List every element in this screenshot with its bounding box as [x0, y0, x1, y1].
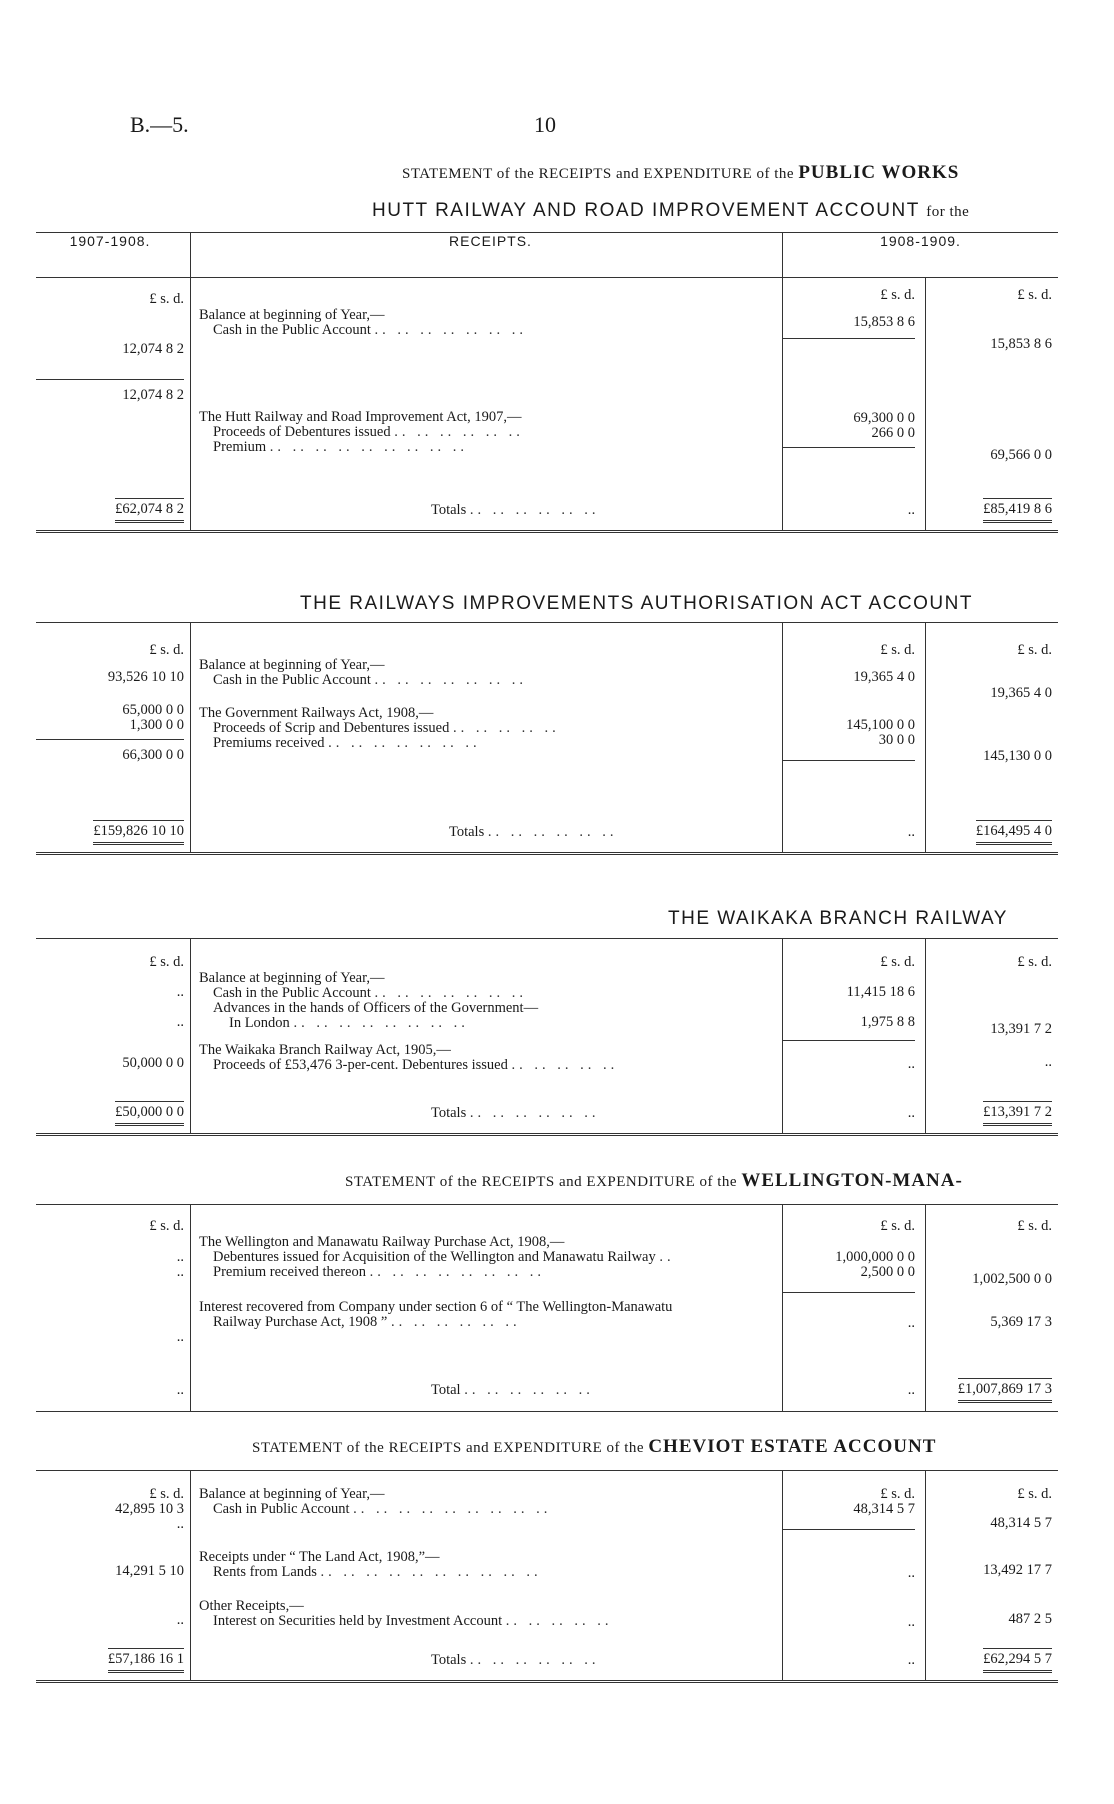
hutt-prev-total: £62,074 8 2 — [115, 498, 184, 523]
wellington-account-table: £ s. d. .. .. .. The Wellington and Manawatu Railway Purchase Act, 1908,— Debentures issued for Acquisition of the Wellington and Manawatu Railway .. Premium received thereon .. .. .. .. .. .. .. .. Interest recovered from Company under section 6 of “ The Wellington-Manawatu Railway Purchase Act, 1908 ” .. .. .. .. .. .. £ s. d. 1,000,000 0 0 2,500 0 0 .. £ s. d. 1,002,500 0 0 5,369 17 3 .. Total .. .. .. .. .. .. .. £1,007,869 17 3 — [36, 1204, 1058, 1412]
statement-heading-cheviot: STATEMENT of the RECEIPTS and EXPENDITURE of the CHEVIOT ESTATE ACCOUNT — [252, 1436, 937, 1457]
statement-heading-wellington: STATEMENT of the RECEIPTS and EXPENDITURE of the WELLINGTON-MANA- — [345, 1170, 963, 1191]
document-reference: B.—5. — [130, 112, 189, 137]
cheviot-prev-total: £57,186 16 1 — [108, 1648, 184, 1673]
hutt-cash-value: 15,853 8 6 — [783, 315, 915, 339]
col-header-receipts: RECEIPTS. — [191, 233, 783, 278]
waikaka-prev-total: £50,000 0 0 — [115, 1101, 184, 1126]
waikaka-account-title: THE WAIKAKA BRANCH RAILWAY — [668, 908, 1008, 929]
hutt-current-total: £85,419 8 6 — [983, 498, 1052, 523]
railways-account-table: £ s. d. 93,526 10 10 65,000 0 0 1,300 0 0 66,300 0 0 Balance at beginning of Year,— Cash in the Public Account .. .. .. .. .. .. .. The Government Railways Act, 1908,— Proceeds of Scrip and Debentures issued .. .. .. .. .. Premiums received .. .. .. .. .. .. .. £ s. d. 19,365 4 0 145,100 0 0 30 0 0 £ s. d. 19,365 4 0 145,130 0 0 £159,826 10 10 Totals .. .. .. .. .. .. .. £164,495 4 0 — [36, 622, 1058, 855]
railways-prev-total: £159,826 10 10 — [93, 820, 184, 845]
cheviot-account-table: £ s. d. 42,895 10 3 .. 14,291 5 10 .. Balance at beginning of Year,— Cash in Public Account .. .. .. .. .. .. .. .. .. Receipts under “ The Land Act, 1908,”— Rents from Lands .. .. .. .. .. .. .. .. .. .. Other Receipts,— Interest on Securities held by Investment Account .. .. .. .. .. £ s. d. 48,314 5 7 .. .. £ s. d. 48,314 5 7 13,492 17 7 487 2 5 £57,186 16 1 Totals .. .. .. .. .. .. .. £62,294 5 7 — [36, 1470, 1058, 1683]
wellington-current-total: £1,007,869 17 3 — [958, 1378, 1052, 1403]
page-number: 10 — [534, 112, 556, 137]
col-header-prev-year: 1907-1908. — [36, 233, 191, 278]
hutt-account-title: HUTT RAILWAY AND ROAD IMPROVEMENT ACCOUNT for the — [372, 200, 970, 221]
railways-current-total: £164,495 4 0 — [976, 820, 1052, 845]
hutt-account-table: 1907-1908. RECEIPTS. 1908-1909. £ s. d. 12,074 8 2 12,074 8 2 Balance at beginning of Year,— Cash in the Public Account .. .. .. .. .. .. .. The Hutt Railway and Road Improvement Act, 1907,— Proceeds of Debentures issued .. .. .. .. .. .. Premium .. .. .. .. .. .. .. .. .. £ s. d. 15,853 8 6 69,300 0 0 266 0 0 £ s. d. 15,853 8 6 69,566 0 0 £62,074 8 2 Totals .. .. .. .. .. .. .. £85,419 8 6 — [36, 232, 1058, 533]
statement-heading-public-works: STATEMENT of the RECEIPTS and EXPENDITURE of the PUBLIC WORKS — [402, 162, 960, 183]
waikaka-current-total: £13,391 7 2 — [983, 1101, 1052, 1126]
railways-account-title: THE RAILWAYS IMPROVEMENTS AUTHORISATION ACT ACCOUNT — [300, 593, 973, 614]
cheviot-current-total: £62,294 5 7 — [983, 1648, 1052, 1673]
hutt-prev-balance: 12,074 8 2 — [122, 341, 184, 357]
hutt-debentures-value: 69,300 0 0 — [853, 410, 915, 426]
waikaka-account-table: £ s. d. .. .. 50,000 0 0 Balance at beginning of Year,— Cash in the Public Account .. .. .. .. .. .. .. Advances in the hands of Officers of the Government— In London .. .. .. .. .. .. .. .. The Waikaka Branch Railway Act, 1905,— Proceeds of £53,476 3-per-cent. Debentures issued .. .. .. .. .. £ s. d. 11,415 18 6 1,975 8 8 .. £ s. d. 13,391 7 2 .. £50,000 0 0 Totals .. .. .. .. .. .. .. £13,391 7 2 — [36, 938, 1058, 1136]
col-header-current-year: 1908-1909. — [880, 233, 961, 249]
